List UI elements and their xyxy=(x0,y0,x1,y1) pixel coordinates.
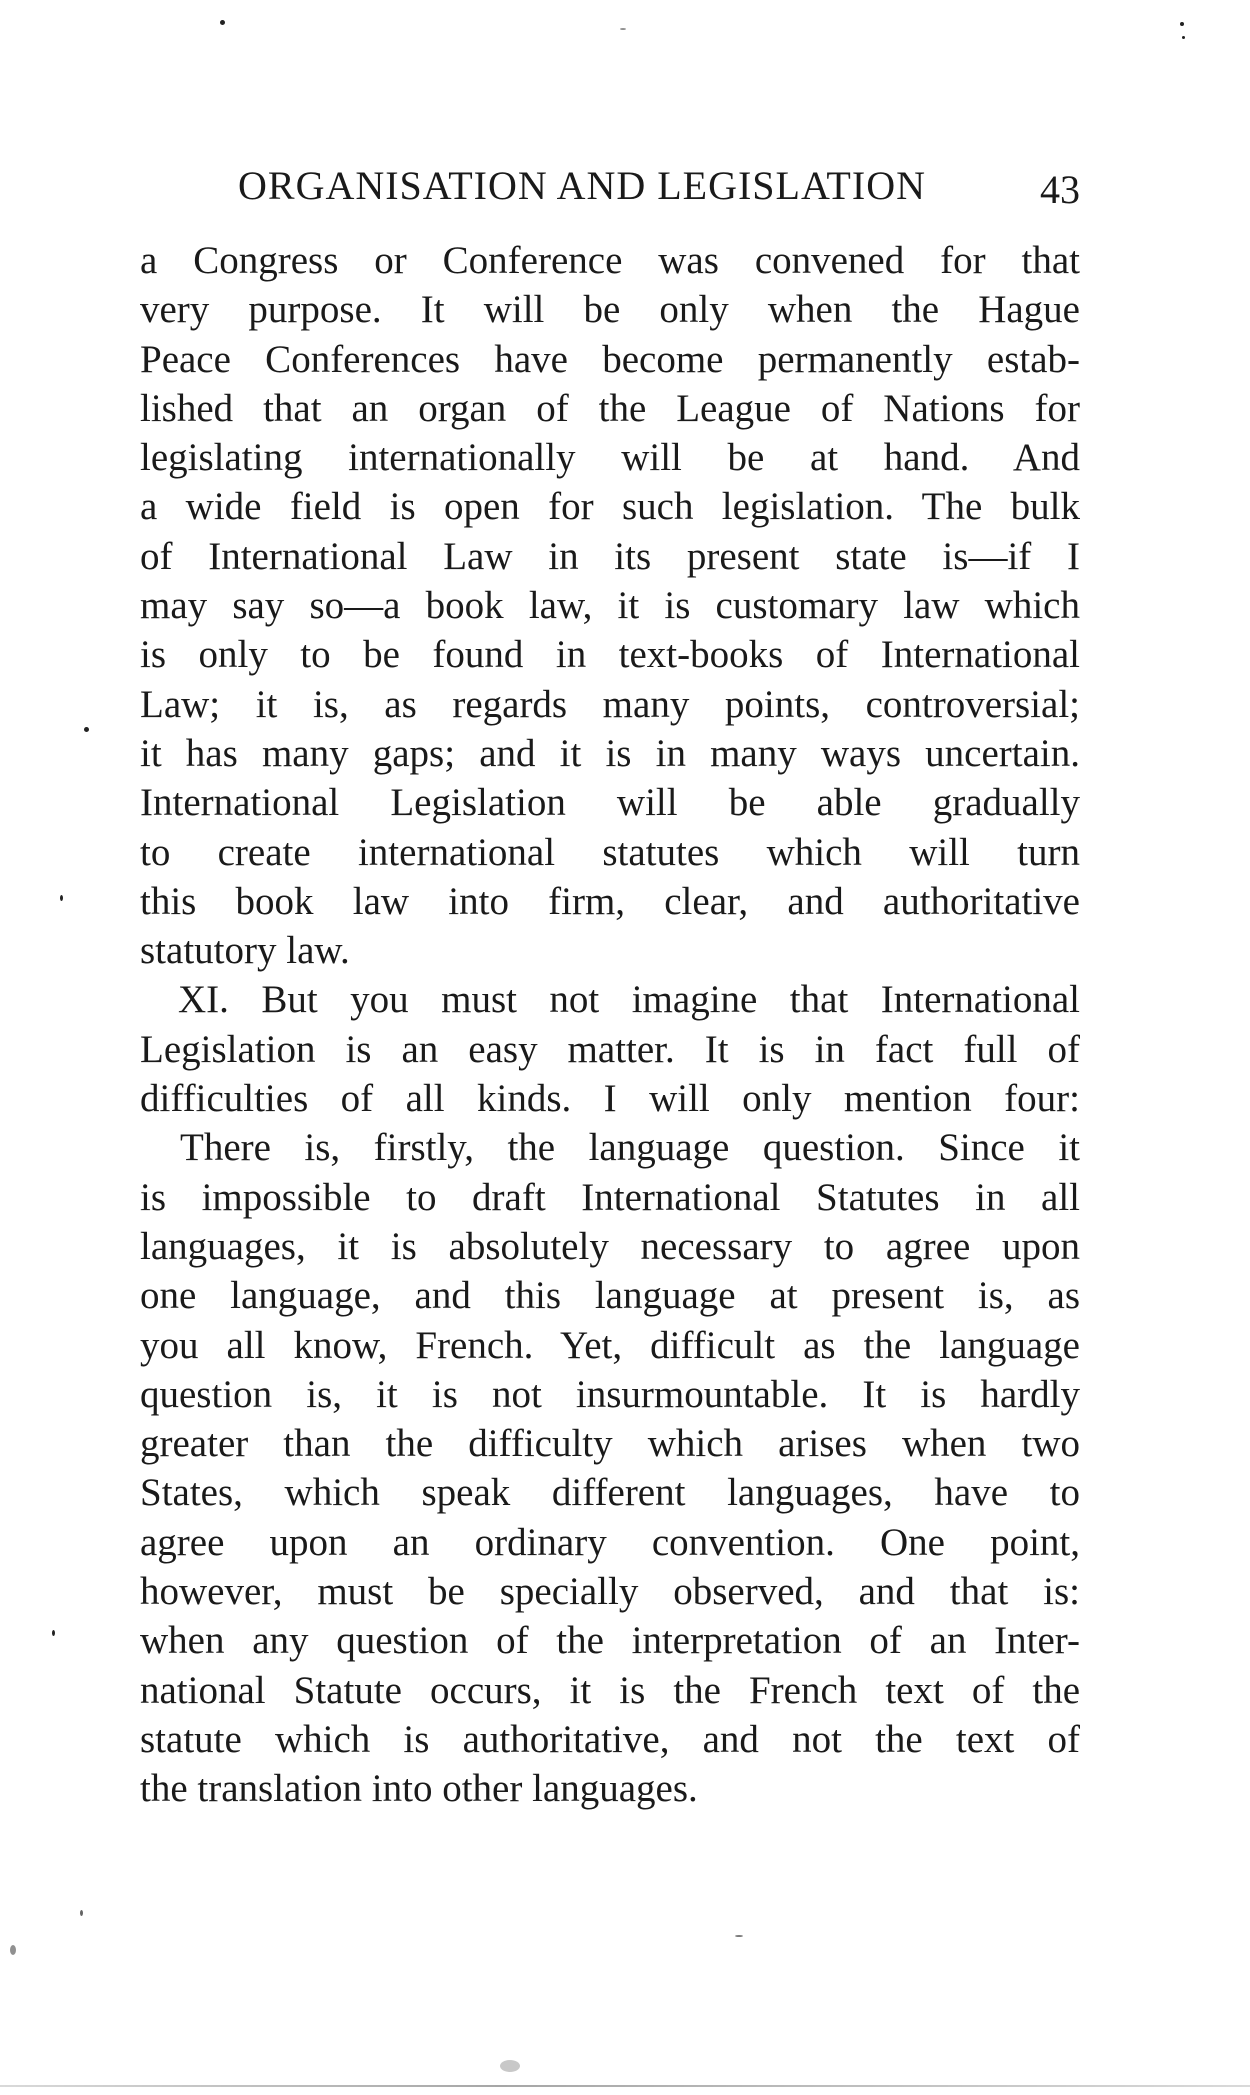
text-line: of International Law in its present state is—if I xyxy=(140,534,1080,578)
text-line: you all know, French. Yet, difficult as the language xyxy=(140,1323,1080,1367)
text-line: one language, and this language at present is, as xyxy=(140,1274,1080,1318)
scan-speck xyxy=(735,1935,743,1937)
text-line: question is, it is not insurmountable. It is hardly xyxy=(140,1372,1080,1416)
scan-speck xyxy=(1180,22,1184,26)
running-title: ORGANISATION AND LEGISLATION xyxy=(238,163,926,208)
scan-speck xyxy=(80,1910,83,1916)
scan-bottom-edge xyxy=(0,2085,1250,2087)
text-line: when any question of the interpretation of an Inter- xyxy=(140,1619,1080,1663)
text-line: agree upon an ordinary convention. One point, xyxy=(140,1520,1080,1564)
text-line: Legislation is an easy matter. It is in fact full of xyxy=(140,1027,1080,1071)
page-number: 43 xyxy=(1040,167,1080,212)
text-line: lished that an organ of the League of Nations for xyxy=(140,386,1080,430)
text-line: to create international statutes which will turn xyxy=(140,830,1080,874)
paragraph-first-line: There is, firstly, the language question. Since it xyxy=(180,1126,1080,1170)
paragraph-end-line: the translation into other languages. xyxy=(140,1767,698,1811)
running-header xyxy=(140,162,1080,210)
scan-speck xyxy=(84,727,89,732)
scan-speck xyxy=(500,2060,520,2072)
text-line: very purpose. It will be only when the Hague xyxy=(140,288,1080,332)
text-line: may say so—a book law, it is customary law which xyxy=(140,584,1080,628)
text-line: national Statute occurs, it is the French text of the xyxy=(140,1668,1080,1712)
text-line: however, must be specially observed, and that is: xyxy=(140,1570,1080,1614)
text-line: greater than the difficulty which arises when two xyxy=(140,1422,1080,1466)
text-line: Peace Conferences have become permanently estab- xyxy=(140,337,1080,381)
text-line: is only to be found in text-books of International xyxy=(140,633,1080,677)
body-text xyxy=(140,236,1080,1814)
text-line: Law; it is, as regards many points, controversial; xyxy=(140,682,1080,726)
text-line: is impossible to draft International Statutes in all xyxy=(140,1175,1080,1219)
scan-speck xyxy=(10,1945,16,1955)
section-xi-first-line: XI. But you must not imagine that International xyxy=(178,978,1080,1022)
text-line: it has many gaps; and it is in many ways uncertain. xyxy=(140,731,1080,775)
text-line: a Congress or Conference was convened for that xyxy=(140,239,1080,282)
scan-speck xyxy=(1182,36,1185,39)
text-line: States, which speak different languages, have to xyxy=(140,1471,1080,1515)
text-line: languages, it is absolutely necessary to agree upon xyxy=(140,1224,1080,1268)
paragraph-end-line: statutory law. xyxy=(140,929,350,973)
text-line: a wide field is open for such legislation. The bulk xyxy=(140,485,1080,529)
text-line: difficulties of all kinds. I will only mention four: xyxy=(140,1077,1080,1121)
scan-speck xyxy=(60,895,63,901)
text-line: International Legislation will be able gradually xyxy=(140,781,1080,825)
scan-speck xyxy=(52,1630,55,1636)
scan-speck xyxy=(620,28,626,30)
text-line: this book law into firm, clear, and authoritative xyxy=(140,879,1080,923)
text-line: statute which is authoritative, and not the text of xyxy=(140,1717,1080,1761)
text-line: legislating internationally will be at hand. And xyxy=(140,436,1080,480)
scan-speck xyxy=(220,20,225,25)
